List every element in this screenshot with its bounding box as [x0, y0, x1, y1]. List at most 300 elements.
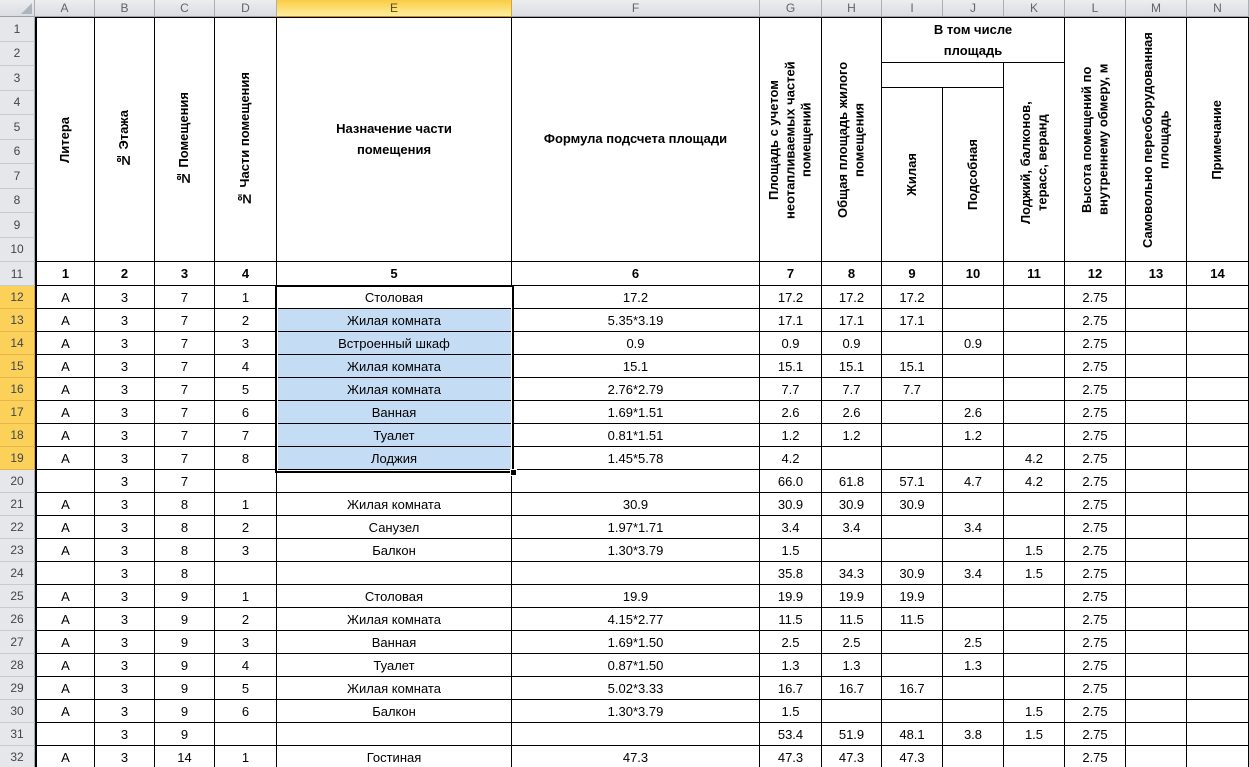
- cell-I30[interactable]: [882, 700, 943, 722]
- cell-H19[interactable]: [822, 447, 882, 469]
- cell-B16[interactable]: 3: [95, 378, 155, 400]
- cell-J12[interactable]: [943, 286, 1004, 308]
- cell-M14[interactable]: [1126, 332, 1187, 354]
- cell-A26[interactable]: А: [35, 608, 95, 630]
- header-cell-living-area[interactable]: [882, 88, 943, 261]
- cell-L24[interactable]: 2.75: [1065, 562, 1126, 584]
- cell-K18[interactable]: [1004, 424, 1065, 446]
- cell-F27[interactable]: 1.69*1.50: [512, 631, 760, 653]
- cell-F23[interactable]: 1.30*3.79: [512, 539, 760, 561]
- cell-F28[interactable]: 0.87*1.50: [512, 654, 760, 676]
- cell-J32[interactable]: [943, 746, 1004, 767]
- header-cell-unauthorized-area[interactable]: [1126, 18, 1187, 261]
- cell-B30[interactable]: 3: [95, 700, 155, 722]
- column-number-cell-8[interactable]: 8: [822, 262, 882, 285]
- cell-G15[interactable]: 15.1: [760, 355, 822, 377]
- cell-N20[interactable]: [1187, 470, 1249, 492]
- cell-N13[interactable]: [1187, 309, 1249, 331]
- header-cell-empty-strip[interactable]: [882, 63, 1004, 88]
- cell-J28[interactable]: 1.3: [943, 654, 1004, 676]
- cell-L28[interactable]: 2.75: [1065, 654, 1126, 676]
- row-header-5[interactable]: 5: [0, 115, 35, 140]
- cell-B28[interactable]: 3: [95, 654, 155, 676]
- cell-K13[interactable]: [1004, 309, 1065, 331]
- cell-K21[interactable]: [1004, 493, 1065, 515]
- cell-E16[interactable]: Жилая комната: [277, 378, 512, 400]
- header-cell-purpose[interactable]: [277, 18, 512, 261]
- cell-A13[interactable]: А: [35, 309, 95, 331]
- cell-C27[interactable]: 9: [155, 631, 215, 653]
- cell-K16[interactable]: [1004, 378, 1065, 400]
- cell-I24[interactable]: 30.9: [882, 562, 943, 584]
- cell-A31[interactable]: [35, 723, 95, 745]
- cell-L15[interactable]: 2.75: [1065, 355, 1126, 377]
- row-header-6[interactable]: 6: [0, 140, 35, 165]
- cell-N25[interactable]: [1187, 585, 1249, 607]
- cell-G30[interactable]: 1.5: [760, 700, 822, 722]
- row-header-16[interactable]: 16: [0, 378, 35, 401]
- cell-A23[interactable]: А: [35, 539, 95, 561]
- column-header-D[interactable]: D: [215, 0, 277, 17]
- row-header-12[interactable]: 12: [0, 286, 35, 309]
- cell-I13[interactable]: 17.1: [882, 309, 943, 331]
- cell-D32[interactable]: 1: [215, 746, 277, 767]
- cell-E32[interactable]: Гостиная: [277, 746, 512, 767]
- row-header-32[interactable]: 32: [0, 746, 35, 767]
- cell-N31[interactable]: [1187, 723, 1249, 745]
- cell-L18[interactable]: 2.75: [1065, 424, 1126, 446]
- cell-D14[interactable]: 3: [215, 332, 277, 354]
- cell-A30[interactable]: А: [35, 700, 95, 722]
- row-header-8[interactable]: 8: [0, 189, 35, 214]
- cell-B22[interactable]: 3: [95, 516, 155, 538]
- cell-I28[interactable]: [882, 654, 943, 676]
- cell-C31[interactable]: 9: [155, 723, 215, 745]
- cell-G26[interactable]: 11.5: [760, 608, 822, 630]
- cell-C26[interactable]: 9: [155, 608, 215, 630]
- cell-L13[interactable]: 2.75: [1065, 309, 1126, 331]
- row-header-17[interactable]: 17: [0, 401, 35, 424]
- cell-A21[interactable]: А: [35, 493, 95, 515]
- cell-H16[interactable]: 7.7: [822, 378, 882, 400]
- cell-G21[interactable]: 30.9: [760, 493, 822, 515]
- cell-K26[interactable]: [1004, 608, 1065, 630]
- row-header-25[interactable]: 25: [0, 585, 35, 608]
- cell-C28[interactable]: 9: [155, 654, 215, 676]
- cell-J30[interactable]: [943, 700, 1004, 722]
- cell-F24[interactable]: [512, 562, 760, 584]
- cell-E21[interactable]: Жилая комната: [277, 493, 512, 515]
- cell-F30[interactable]: 1.30*3.79: [512, 700, 760, 722]
- header-cell-room-height[interactable]: [1065, 18, 1126, 261]
- cell-K30[interactable]: 1.5: [1004, 700, 1065, 722]
- row-header-13[interactable]: 13: [0, 309, 35, 332]
- cell-N21[interactable]: [1187, 493, 1249, 515]
- cell-L21[interactable]: 2.75: [1065, 493, 1126, 515]
- cell-C22[interactable]: 8: [155, 516, 215, 538]
- column-number-cell-11[interactable]: 11: [1004, 262, 1065, 285]
- cell-K31[interactable]: 1.5: [1004, 723, 1065, 745]
- cell-L26[interactable]: 2.75: [1065, 608, 1126, 630]
- column-number-cell-10[interactable]: 10: [943, 262, 1004, 285]
- cell-M24[interactable]: [1126, 562, 1187, 584]
- cell-A19[interactable]: А: [35, 447, 95, 469]
- cell-N26[interactable]: [1187, 608, 1249, 630]
- cell-E18[interactable]: Туалет: [277, 424, 512, 446]
- cell-J27[interactable]: 2.5: [943, 631, 1004, 653]
- cell-A17[interactable]: А: [35, 401, 95, 423]
- cell-J25[interactable]: [943, 585, 1004, 607]
- cell-H14[interactable]: 0.9: [822, 332, 882, 354]
- cell-E20[interactable]: [277, 470, 512, 492]
- cell-I15[interactable]: 15.1: [882, 355, 943, 377]
- cell-M22[interactable]: [1126, 516, 1187, 538]
- cell-C23[interactable]: 8: [155, 539, 215, 561]
- column-header-N[interactable]: N: [1187, 0, 1249, 17]
- cell-D31[interactable]: [215, 723, 277, 745]
- cell-K19[interactable]: 4.2: [1004, 447, 1065, 469]
- column-number-cell-1[interactable]: 1: [35, 262, 95, 285]
- cell-M13[interactable]: [1126, 309, 1187, 331]
- cell-K20[interactable]: 4.2: [1004, 470, 1065, 492]
- cell-C25[interactable]: 9: [155, 585, 215, 607]
- cell-G23[interactable]: 1.5: [760, 539, 822, 561]
- header-cell-room-number[interactable]: [155, 18, 215, 261]
- cell-L16[interactable]: 2.75: [1065, 378, 1126, 400]
- cell-M32[interactable]: [1126, 746, 1187, 767]
- cell-K24[interactable]: 1.5: [1004, 562, 1065, 584]
- column-number-cell-12[interactable]: 12: [1065, 262, 1126, 285]
- cell-B14[interactable]: 3: [95, 332, 155, 354]
- cell-J21[interactable]: [943, 493, 1004, 515]
- cell-K28[interactable]: [1004, 654, 1065, 676]
- cell-D24[interactable]: [215, 562, 277, 584]
- column-number-cell-4[interactable]: 4: [215, 262, 277, 285]
- cell-G12[interactable]: 17.2: [760, 286, 822, 308]
- cell-D21[interactable]: 1: [215, 493, 277, 515]
- cell-N22[interactable]: [1187, 516, 1249, 538]
- cell-E14[interactable]: Встроенный шкаф: [277, 332, 512, 354]
- cell-A28[interactable]: А: [35, 654, 95, 676]
- column-number-cell-7[interactable]: 7: [760, 262, 822, 285]
- row-header-29[interactable]: 29: [0, 677, 35, 700]
- cell-D29[interactable]: 5: [215, 677, 277, 699]
- row-header-31[interactable]: 31: [0, 723, 35, 746]
- row-header-14[interactable]: 14: [0, 332, 35, 355]
- column-header-L[interactable]: L: [1065, 0, 1126, 17]
- column-header-G[interactable]: G: [760, 0, 822, 17]
- cell-B18[interactable]: 3: [95, 424, 155, 446]
- cell-G25[interactable]: 19.9: [760, 585, 822, 607]
- cell-H13[interactable]: 17.1: [822, 309, 882, 331]
- cell-B13[interactable]: 3: [95, 309, 155, 331]
- row-header-7[interactable]: 7: [0, 164, 35, 189]
- header-cell-total-living-area[interactable]: [822, 18, 882, 261]
- cell-L22[interactable]: 2.75: [1065, 516, 1126, 538]
- cell-F25[interactable]: 19.9: [512, 585, 760, 607]
- cell-A29[interactable]: А: [35, 677, 95, 699]
- cell-N15[interactable]: [1187, 355, 1249, 377]
- cell-K17[interactable]: [1004, 401, 1065, 423]
- cell-M28[interactable]: [1126, 654, 1187, 676]
- row-header-23[interactable]: 23: [0, 539, 35, 562]
- cell-I25[interactable]: 19.9: [882, 585, 943, 607]
- cell-M26[interactable]: [1126, 608, 1187, 630]
- cell-E23[interactable]: Балкон: [277, 539, 512, 561]
- cell-K27[interactable]: [1004, 631, 1065, 653]
- cell-K14[interactable]: [1004, 332, 1065, 354]
- cell-L14[interactable]: 2.75: [1065, 332, 1126, 354]
- cell-L30[interactable]: 2.75: [1065, 700, 1126, 722]
- cell-D26[interactable]: 2: [215, 608, 277, 630]
- cell-F22[interactable]: 1.97*1.71: [512, 516, 760, 538]
- cell-C20[interactable]: 7: [155, 470, 215, 492]
- row-header-22[interactable]: 22: [0, 516, 35, 539]
- cell-K29[interactable]: [1004, 677, 1065, 699]
- cell-J13[interactable]: [943, 309, 1004, 331]
- cell-N17[interactable]: [1187, 401, 1249, 423]
- cell-F18[interactable]: 0.81*1.51: [512, 424, 760, 446]
- cell-F14[interactable]: 0.9: [512, 332, 760, 354]
- cell-G27[interactable]: 2.5: [760, 631, 822, 653]
- cell-K25[interactable]: [1004, 585, 1065, 607]
- cell-F26[interactable]: 4.15*2.77: [512, 608, 760, 630]
- cell-L12[interactable]: 2.75: [1065, 286, 1126, 308]
- cell-E31[interactable]: [277, 723, 512, 745]
- cell-N24[interactable]: [1187, 562, 1249, 584]
- cell-B29[interactable]: 3: [95, 677, 155, 699]
- cell-J24[interactable]: 3.4: [943, 562, 1004, 584]
- row-header-27[interactable]: 27: [0, 631, 35, 654]
- cell-J20[interactable]: 4.7: [943, 470, 1004, 492]
- cell-H26[interactable]: 11.5: [822, 608, 882, 630]
- cell-A14[interactable]: А: [35, 332, 95, 354]
- cell-N16[interactable]: [1187, 378, 1249, 400]
- cell-H12[interactable]: 17.2: [822, 286, 882, 308]
- cell-E12[interactable]: Столовая: [277, 286, 512, 308]
- cell-D23[interactable]: 3: [215, 539, 277, 561]
- header-cell-including-area[interactable]: [882, 18, 1065, 63]
- cell-B19[interactable]: 3: [95, 447, 155, 469]
- cell-A32[interactable]: А: [35, 746, 95, 767]
- row-header-24[interactable]: 24: [0, 562, 35, 585]
- column-number-cell-2[interactable]: 2: [95, 262, 155, 285]
- cell-I17[interactable]: [882, 401, 943, 423]
- cell-G31[interactable]: 53.4: [760, 723, 822, 745]
- cell-B25[interactable]: 3: [95, 585, 155, 607]
- cell-F17[interactable]: 1.69*1.51: [512, 401, 760, 423]
- cell-I12[interactable]: 17.2: [882, 286, 943, 308]
- cell-G22[interactable]: 3.4: [760, 516, 822, 538]
- cell-J18[interactable]: 1.2: [943, 424, 1004, 446]
- cell-M15[interactable]: [1126, 355, 1187, 377]
- cell-L23[interactable]: 2.75: [1065, 539, 1126, 561]
- cell-B21[interactable]: 3: [95, 493, 155, 515]
- cell-L19[interactable]: 2.75: [1065, 447, 1126, 469]
- cell-J16[interactable]: [943, 378, 1004, 400]
- cell-E24[interactable]: [277, 562, 512, 584]
- row-header-19[interactable]: 19: [0, 447, 35, 470]
- cell-C29[interactable]: 9: [155, 677, 215, 699]
- cell-G18[interactable]: 1.2: [760, 424, 822, 446]
- cell-H29[interactable]: 16.7: [822, 677, 882, 699]
- cell-M18[interactable]: [1126, 424, 1187, 446]
- cell-M21[interactable]: [1126, 493, 1187, 515]
- cell-J29[interactable]: [943, 677, 1004, 699]
- cell-J14[interactable]: 0.9: [943, 332, 1004, 354]
- cell-A20[interactable]: [35, 470, 95, 492]
- header-cell-room-part-number[interactable]: [215, 18, 277, 261]
- cell-A18[interactable]: А: [35, 424, 95, 446]
- cell-G19[interactable]: 4.2: [760, 447, 822, 469]
- cell-C12[interactable]: 7: [155, 286, 215, 308]
- cell-I29[interactable]: 16.7: [882, 677, 943, 699]
- column-number-cell-6[interactable]: 6: [512, 262, 760, 285]
- cell-L29[interactable]: 2.75: [1065, 677, 1126, 699]
- cell-A25[interactable]: А: [35, 585, 95, 607]
- cell-H32[interactable]: 47.3: [822, 746, 882, 767]
- cell-H17[interactable]: 2.6: [822, 401, 882, 423]
- cell-M12[interactable]: [1126, 286, 1187, 308]
- cell-J19[interactable]: [943, 447, 1004, 469]
- cell-M23[interactable]: [1126, 539, 1187, 561]
- cell-A24[interactable]: [35, 562, 95, 584]
- cell-M27[interactable]: [1126, 631, 1187, 653]
- cell-J26[interactable]: [943, 608, 1004, 630]
- cell-L32[interactable]: 2.75: [1065, 746, 1126, 767]
- cell-E25[interactable]: Столовая: [277, 585, 512, 607]
- cell-L20[interactable]: 2.75: [1065, 470, 1126, 492]
- column-header-A[interactable]: A: [35, 0, 95, 17]
- cell-B17[interactable]: 3: [95, 401, 155, 423]
- cell-J23[interactable]: [943, 539, 1004, 561]
- cell-M30[interactable]: [1126, 700, 1187, 722]
- cell-K15[interactable]: [1004, 355, 1065, 377]
- row-header-28[interactable]: 28: [0, 654, 35, 677]
- cell-B15[interactable]: 3: [95, 355, 155, 377]
- cell-J22[interactable]: 3.4: [943, 516, 1004, 538]
- cell-M25[interactable]: [1126, 585, 1187, 607]
- cell-F16[interactable]: 2.76*2.79: [512, 378, 760, 400]
- row-header-18[interactable]: 18: [0, 424, 35, 447]
- header-cell-note[interactable]: [1187, 18, 1249, 261]
- cell-M29[interactable]: [1126, 677, 1187, 699]
- cell-B26[interactable]: 3: [95, 608, 155, 630]
- cell-E29[interactable]: Жилая комната: [277, 677, 512, 699]
- cell-C19[interactable]: 7: [155, 447, 215, 469]
- cell-J31[interactable]: 3.8: [943, 723, 1004, 745]
- column-header-I[interactable]: I: [882, 0, 943, 17]
- cell-F31[interactable]: [512, 723, 760, 745]
- cell-G14[interactable]: 0.9: [760, 332, 822, 354]
- cell-K23[interactable]: 1.5: [1004, 539, 1065, 561]
- row-header-20[interactable]: 20: [0, 470, 35, 493]
- row-header-26[interactable]: 26: [0, 608, 35, 631]
- cell-I18[interactable]: [882, 424, 943, 446]
- cell-M31[interactable]: [1126, 723, 1187, 745]
- cell-H20[interactable]: 61.8: [822, 470, 882, 492]
- cell-D17[interactable]: 6: [215, 401, 277, 423]
- column-header-B[interactable]: B: [95, 0, 155, 17]
- cell-C14[interactable]: 7: [155, 332, 215, 354]
- cell-D12[interactable]: 1: [215, 286, 277, 308]
- cell-I27[interactable]: [882, 631, 943, 653]
- cell-N19[interactable]: [1187, 447, 1249, 469]
- cell-C32[interactable]: 14: [155, 746, 215, 767]
- cell-G29[interactable]: 16.7: [760, 677, 822, 699]
- row-header-30[interactable]: 30: [0, 700, 35, 723]
- cell-D15[interactable]: 4: [215, 355, 277, 377]
- cell-B27[interactable]: 3: [95, 631, 155, 653]
- cell-H18[interactable]: 1.2: [822, 424, 882, 446]
- cell-E17[interactable]: Ванная: [277, 401, 512, 423]
- cell-H15[interactable]: 15.1: [822, 355, 882, 377]
- header-cell-litera[interactable]: [35, 18, 95, 261]
- cell-I23[interactable]: [882, 539, 943, 561]
- cell-D20[interactable]: [215, 470, 277, 492]
- cell-H23[interactable]: [822, 539, 882, 561]
- cell-H27[interactable]: 2.5: [822, 631, 882, 653]
- cell-B31[interactable]: 3: [95, 723, 155, 745]
- column-header-C[interactable]: C: [155, 0, 215, 17]
- header-cell-loggias-balconies[interactable]: [1004, 63, 1065, 261]
- cell-F20[interactable]: [512, 470, 760, 492]
- cell-C15[interactable]: 7: [155, 355, 215, 377]
- cell-H31[interactable]: 51.9: [822, 723, 882, 745]
- cell-C30[interactable]: 9: [155, 700, 215, 722]
- cell-G28[interactable]: 1.3: [760, 654, 822, 676]
- cell-F19[interactable]: 1.45*5.78: [512, 447, 760, 469]
- column-header-H[interactable]: H: [822, 0, 882, 17]
- cell-M16[interactable]: [1126, 378, 1187, 400]
- cell-M19[interactable]: [1126, 447, 1187, 469]
- cell-A16[interactable]: А: [35, 378, 95, 400]
- cell-L31[interactable]: 2.75: [1065, 723, 1126, 745]
- cell-M20[interactable]: [1126, 470, 1187, 492]
- cell-F15[interactable]: 15.1: [512, 355, 760, 377]
- cell-C24[interactable]: 8: [155, 562, 215, 584]
- cell-E19[interactable]: Лоджия: [277, 447, 512, 469]
- cell-G16[interactable]: 7.7: [760, 378, 822, 400]
- header-cell-floor-number[interactable]: [95, 18, 155, 261]
- cell-I20[interactable]: 57.1: [882, 470, 943, 492]
- cell-I14[interactable]: [882, 332, 943, 354]
- cell-E28[interactable]: Туалет: [277, 654, 512, 676]
- cell-E15[interactable]: Жилая комната: [277, 355, 512, 377]
- cell-H22[interactable]: 3.4: [822, 516, 882, 538]
- cell-F32[interactable]: 47.3: [512, 746, 760, 767]
- cell-A15[interactable]: А: [35, 355, 95, 377]
- select-all-button[interactable]: [0, 0, 35, 17]
- cell-L17[interactable]: 2.75: [1065, 401, 1126, 423]
- cell-N28[interactable]: [1187, 654, 1249, 676]
- cell-G17[interactable]: 2.6: [760, 401, 822, 423]
- cell-C13[interactable]: 7: [155, 309, 215, 331]
- cell-D28[interactable]: 4: [215, 654, 277, 676]
- cell-C16[interactable]: 7: [155, 378, 215, 400]
- cell-G24[interactable]: 35.8: [760, 562, 822, 584]
- cell-D18[interactable]: 7: [215, 424, 277, 446]
- cell-I31[interactable]: 48.1: [882, 723, 943, 745]
- cell-H25[interactable]: 19.9: [822, 585, 882, 607]
- cell-D30[interactable]: 6: [215, 700, 277, 722]
- cell-E27[interactable]: Ванная: [277, 631, 512, 653]
- cell-D27[interactable]: 3: [215, 631, 277, 653]
- cell-B23[interactable]: 3: [95, 539, 155, 561]
- cell-A27[interactable]: А: [35, 631, 95, 653]
- cell-B32[interactable]: 3: [95, 746, 155, 767]
- cell-K32[interactable]: [1004, 746, 1065, 767]
